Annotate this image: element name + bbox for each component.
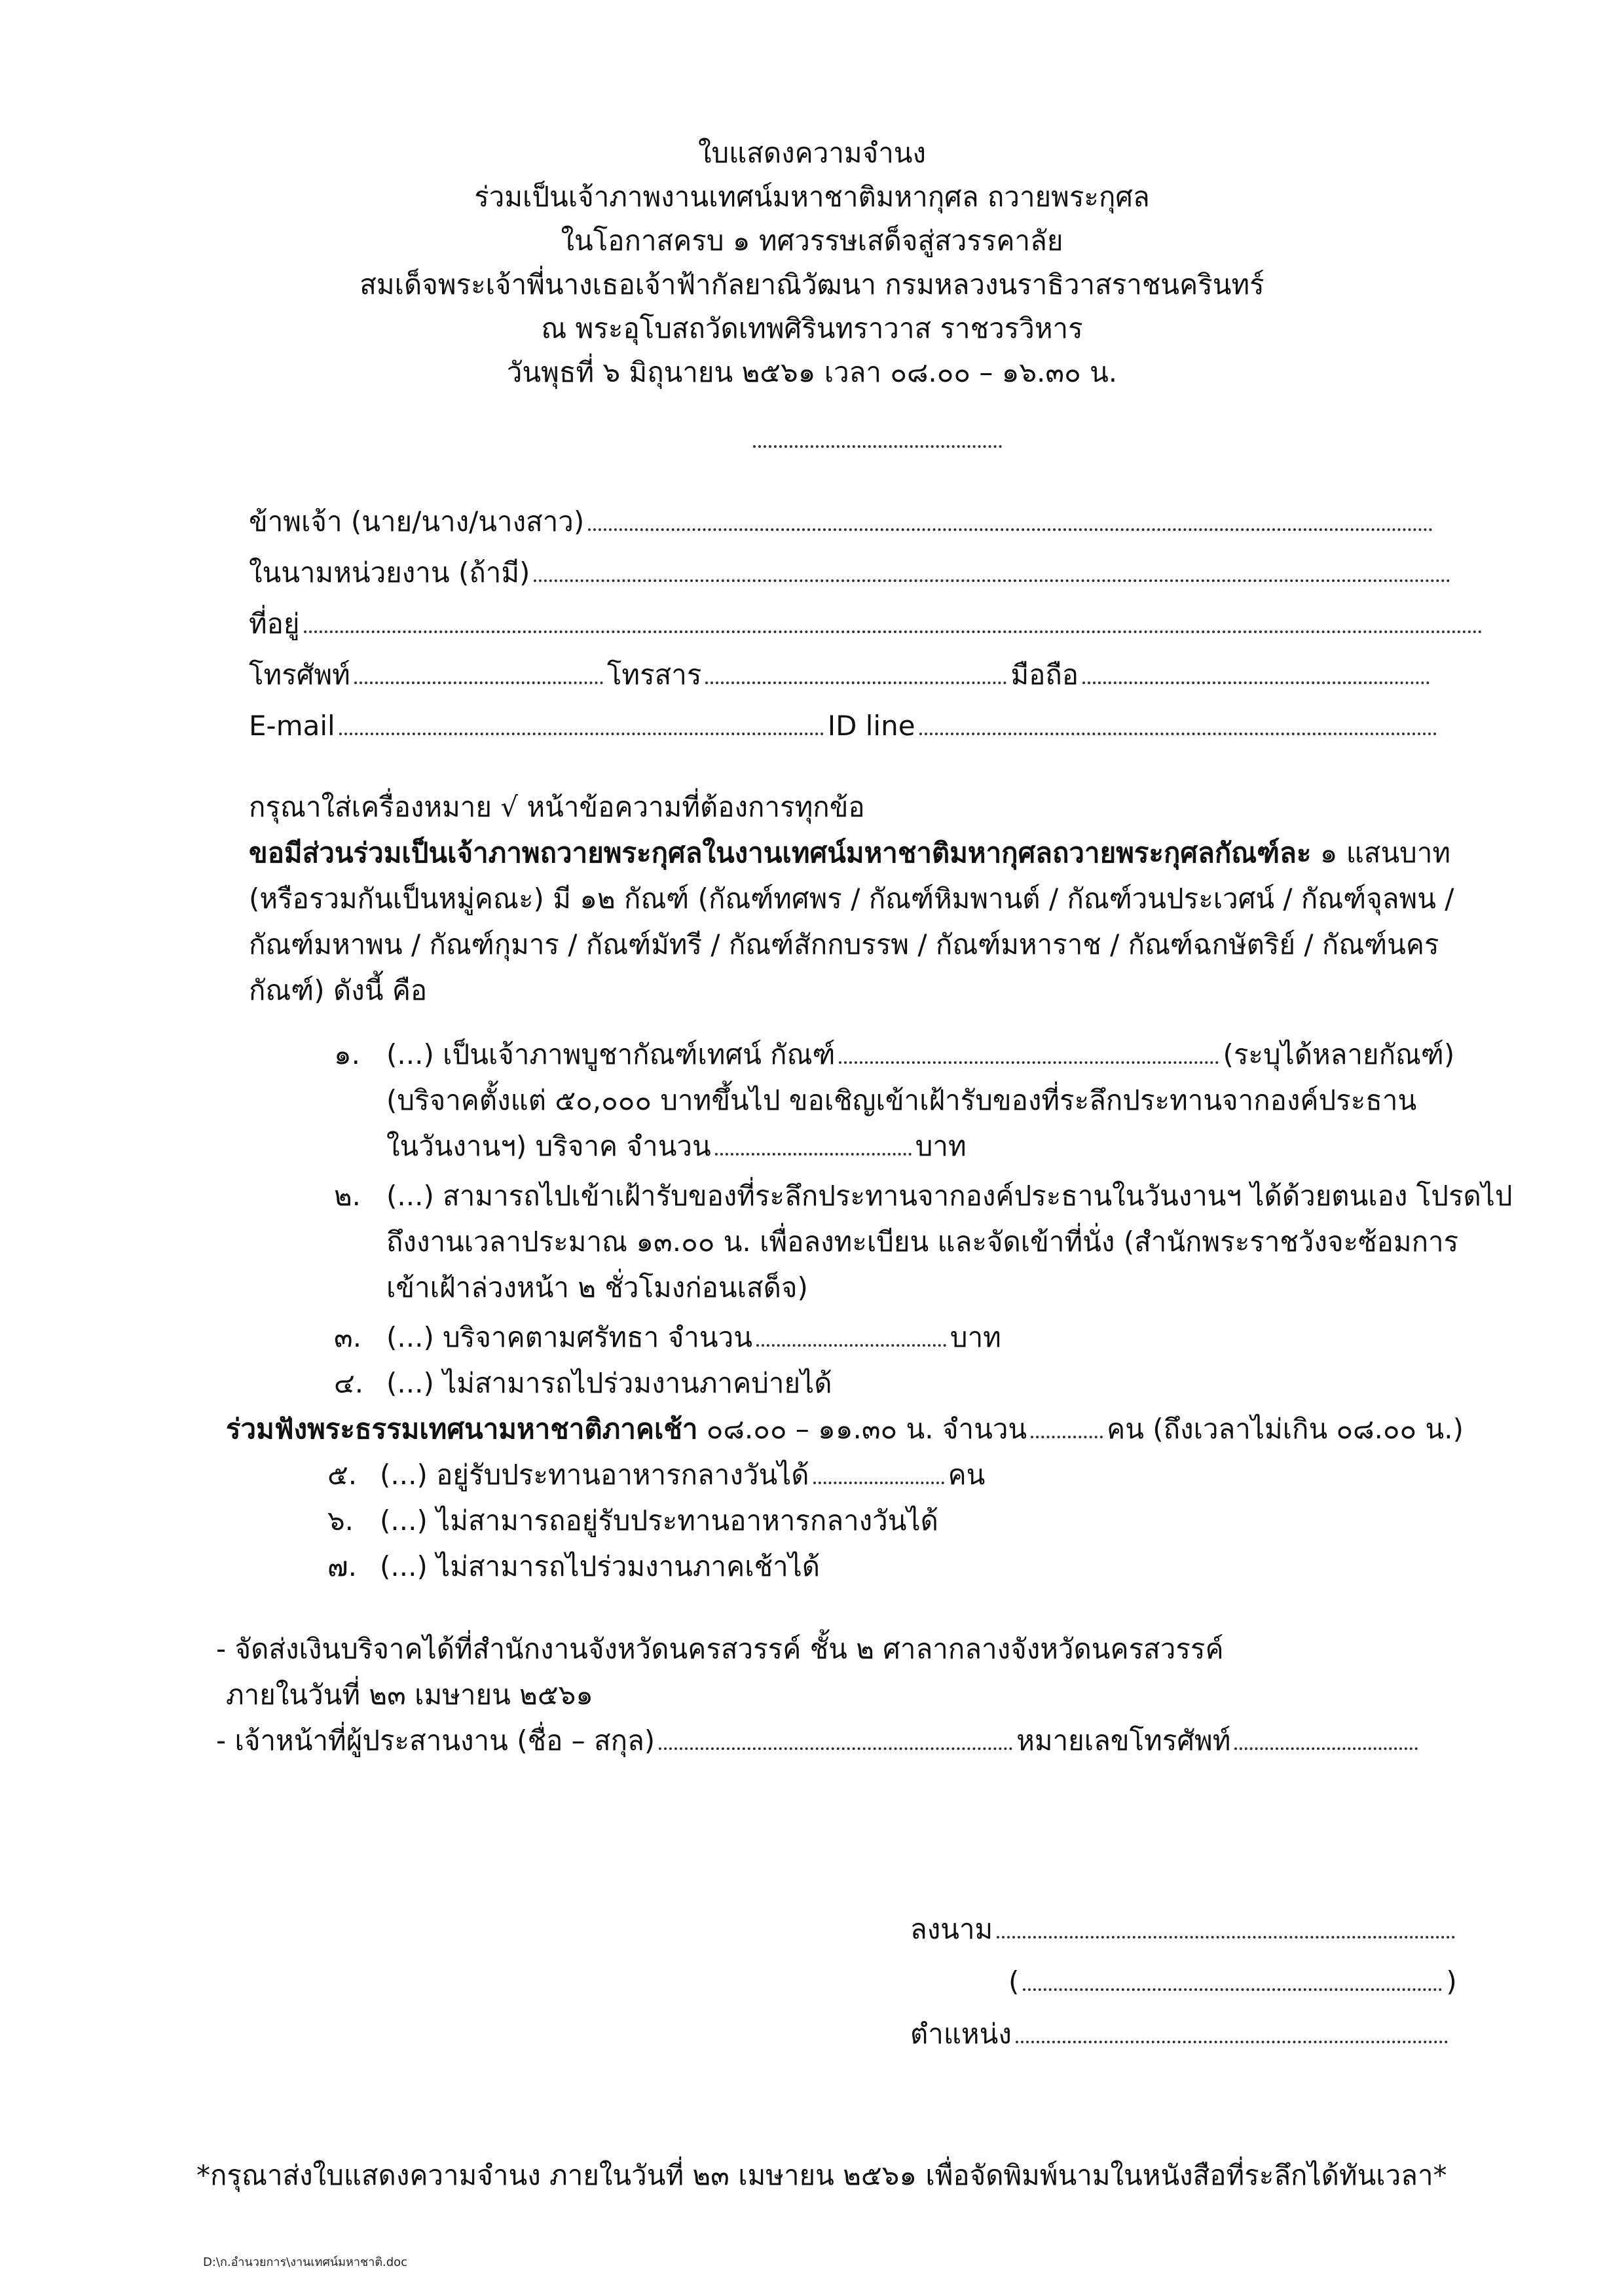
name-field-row (249, 504, 1437, 539)
signer-name-field[interactable] (1023, 1988, 1442, 1991)
option-7-row (327, 1549, 820, 1584)
morning-count-field[interactable] (1031, 1436, 1103, 1438)
option-5-row (327, 1457, 985, 1493)
footnote: *กรุณาส่งใบแสดงความจำนง ภายในวันที่ ๒๓ เมษายน ๒๕๖๑ เพื่อจัดพิมพ์นามในหนังสือที่ระลึกได้ทันเวลา* (196, 2159, 1447, 2191)
signature-name-row (1008, 1964, 1457, 1999)
option-4-row (334, 1366, 832, 1401)
org-label: ในนามหน่วยงาน (ถ้ามี) (249, 556, 530, 589)
baht-unit: บาท (915, 1130, 967, 1162)
option-1-line-2: (บริจาคตั้งแต่ ๕๐,๐๐๐ บาทขึ้นไป ขอเชิญเข้าเฝ้ารับของที่ระลึกประทานจากองค์ประธาน (386, 1084, 1417, 1116)
option-2-number: ๒. (334, 1180, 361, 1212)
paren-close: ) (1446, 1965, 1457, 1997)
kan-name-field[interactable] (839, 1061, 1219, 1064)
intro-paragraph-line-3: กัณฑ์มหาพน / กัณฑ์กุมาร / กัณฑ์มัทรี / กัณฑ์สักกบรรพ / กัณฑ์มหาราช / กัณฑ์ฉกษัตริย์ / กัณฑ์นคร (249, 928, 1439, 960)
address-field-row (249, 606, 1486, 642)
baht-unit: บาท (950, 1321, 1001, 1353)
option-1-number: ๑. (334, 1038, 361, 1070)
signature-label: ลงนาม (910, 1913, 993, 1945)
header-divider (753, 445, 1002, 448)
option-5-number: ๕. (327, 1459, 358, 1491)
signature-field[interactable] (997, 1936, 1455, 1939)
signature-row (910, 1912, 1459, 1947)
position-row (910, 2016, 1452, 2052)
option-3-row (334, 1320, 1001, 1355)
intro-bold-text: ขอมีส่วนร่วมเป็นเจ้าภาพถวายพระกุศลในงานเทศน์มหาชาติมหากุศลถวายพระกุศลกัณฑ์ละ (249, 837, 1312, 869)
line-id-field[interactable] (919, 733, 1437, 735)
coordinator-label: - เจ้าหน้าที่ผู้ประสานงาน (ชื่อ – สกุล) (216, 1724, 655, 1757)
note-donation-line-2: ภายในวันที่ ๒๓ เมษายน ๒๕๖๑ (226, 1679, 593, 1711)
fax-label: โทรสาร (606, 659, 702, 691)
phone-field[interactable] (354, 682, 603, 684)
address-field[interactable] (304, 630, 1483, 633)
intro-paragraph-line-2: (หรือรวมกันเป็นหมู่คณะ) มี ๑๒ กัณฑ์ (กัณฑ์ทศพร / กัณฑ์หิมพานต์ / กัณฑ์วนประเวศน์ / กัณฑ์จุลพน / (249, 883, 1454, 915)
form-header (0, 131, 1624, 394)
morning-session-row (226, 1412, 1464, 1447)
option-1-checkbox-text[interactable]: (...) เป็นเจ้าภาพบูชากัณฑ์เทศน์ กัณฑ์ (386, 1038, 836, 1070)
lunch-count-field[interactable] (813, 1482, 944, 1484)
option-4-text[interactable]: (...) ไม่สามารถไปร่วมงานภาคบ่ายได้ (386, 1367, 832, 1399)
email-label: E-mail (249, 710, 335, 742)
option-6-row (327, 1503, 938, 1539)
option-7-text[interactable]: (...) ไม่สามารถไปร่วมงานภาคเช้าได้ (380, 1550, 821, 1582)
header-line-6: วันพุธที่ ๖ มิถุนายน ๒๕๖๑ เวลา ๐๘.๐๐ – ๑๖.๓๐ น. (506, 356, 1118, 388)
paren-open: ( (1008, 1965, 1020, 1997)
note-coordinator-row (216, 1723, 1422, 1758)
org-field-row (249, 555, 1454, 591)
header-line-4: สมเด็จพระเจ้าพี่นางเธอเจ้าฟ้ากัลยาณิวัฒนา กรมหลวงนราธิวาสราชนครินทร์ (360, 268, 1264, 301)
option-3-amount-field[interactable] (756, 1344, 946, 1347)
option-6-text[interactable]: (...) ไม่สามารถอยู่รับประทานอาหารกลางวันได้ (380, 1504, 938, 1537)
option-1-amount-field[interactable] (715, 1153, 912, 1156)
mobile-label: มือถือ (1010, 659, 1079, 691)
coordinator-name-field[interactable] (659, 1747, 1012, 1750)
coordinator-phone-label: หมายเลขโทรศัพท์ (1016, 1724, 1231, 1757)
option-6-number: ๖. (327, 1504, 354, 1537)
email-field[interactable] (339, 733, 824, 735)
option-4-number: ๔. (334, 1367, 364, 1399)
option-3-number: ๓. (334, 1321, 362, 1353)
option-1-note: (ระบุได้หลายกัณฑ์) (1223, 1038, 1455, 1070)
option-2-line-3: เข้าเฝ้าล่วงหน้า ๒ ชั่วโมงก่อนเสด็จ) (386, 1271, 808, 1303)
header-line-5: ณ พระอุโบสถวัดเทพศิรินทราวาส ราชวรวิหาร (541, 312, 1083, 344)
option-2-line-2: ถึงงานเวลาประมาณ ๑๓.๐๐ น. เพื่อลงทะเบียน และจัดเข้าที่นั่ง (สำนักพระราชวังจะซ้อมการ (386, 1226, 1459, 1258)
morning-session-time: ๐๘.๐๐ – ๑๑.๓๐ น. จำนวน (697, 1413, 1027, 1445)
email-field-row (249, 708, 1441, 744)
morning-session-note: คน (ถึงเวลาไม่เกิน ๐๘.๐๐ น.) (1107, 1413, 1464, 1445)
address-label: ที่อยู่ (249, 608, 300, 640)
header-line-3: ในโอกาสครบ ๑ ทศวรรษเสด็จสู่สวรรคาลัย (561, 225, 1063, 257)
fax-field[interactable] (705, 682, 1006, 684)
phone-field-row (249, 657, 1433, 693)
note-donation-line-1: - จัดส่งเงินบริจาคได้ที่สำนักงานจังหวัดนครสวรรค์ ชั้น ๒ ศาลากลางจังหวัดนครสวรรค์ (216, 1633, 1224, 1665)
intro-paragraph-line-1 (249, 835, 1450, 871)
form-title: ใบแสดงความจำนง (697, 137, 927, 169)
check-instruction: กรุณาใส่เครื่องหมาย √ หน้าข้อความที่ต้องการทุกข้อ (249, 791, 865, 823)
intro-paragraph-line-4: กัณฑ์) ดังนี้ คือ (249, 974, 428, 1006)
option-5-text[interactable]: (...) อยู่รับประทานอาหารกลางวันได้ (380, 1459, 809, 1491)
phone-label: โทรศัพท์ (249, 659, 350, 691)
position-field[interactable] (1016, 2041, 1448, 2043)
option-3-text[interactable]: (...) บริจาคตามศรัทธา จำนวน (386, 1321, 752, 1353)
option-1-line-3 (386, 1129, 967, 1164)
person-unit: คน (948, 1459, 986, 1491)
morning-session-title: ร่วมฟังพระธรรมเทศนามหาชาติภาคเช้า (226, 1413, 698, 1445)
coordinator-phone-field[interactable] (1234, 1747, 1418, 1750)
line-id-label: ID line (827, 710, 915, 742)
name-field[interactable] (588, 528, 1433, 531)
option-2-text[interactable]: (...) สามารถไปเข้าเฝ้ารับของที่ระลึกประทานจากองค์ประธานในวันงานฯ ได้ด้วยตนเอง โปรดไป (386, 1180, 1513, 1212)
file-path: D:\ก.อำนวยการ\งานเทศน์มหาชาติ.doc (203, 2255, 408, 2269)
mobile-field[interactable] (1082, 682, 1430, 684)
name-label: ข้าพเจ้า (นาย/นาง/นางสาว) (249, 505, 585, 538)
org-field[interactable] (534, 579, 1450, 582)
option-1-line-1 (334, 1037, 1454, 1072)
option-1-amount-label: ในวันงานฯ) บริจาค จำนวน (386, 1130, 711, 1162)
option-7-number: ๗. (327, 1550, 357, 1582)
header-line-2: ร่วมเป็นเจ้าภาพงานเทศน์มหาชาติมหากุศล ถวายพระกุศล (474, 181, 1150, 213)
option-2-line-1 (334, 1178, 1513, 1214)
position-label: ตำแหน่ง (910, 2018, 1012, 2050)
intro-amount: ๑ แสนบาท (1311, 837, 1451, 869)
